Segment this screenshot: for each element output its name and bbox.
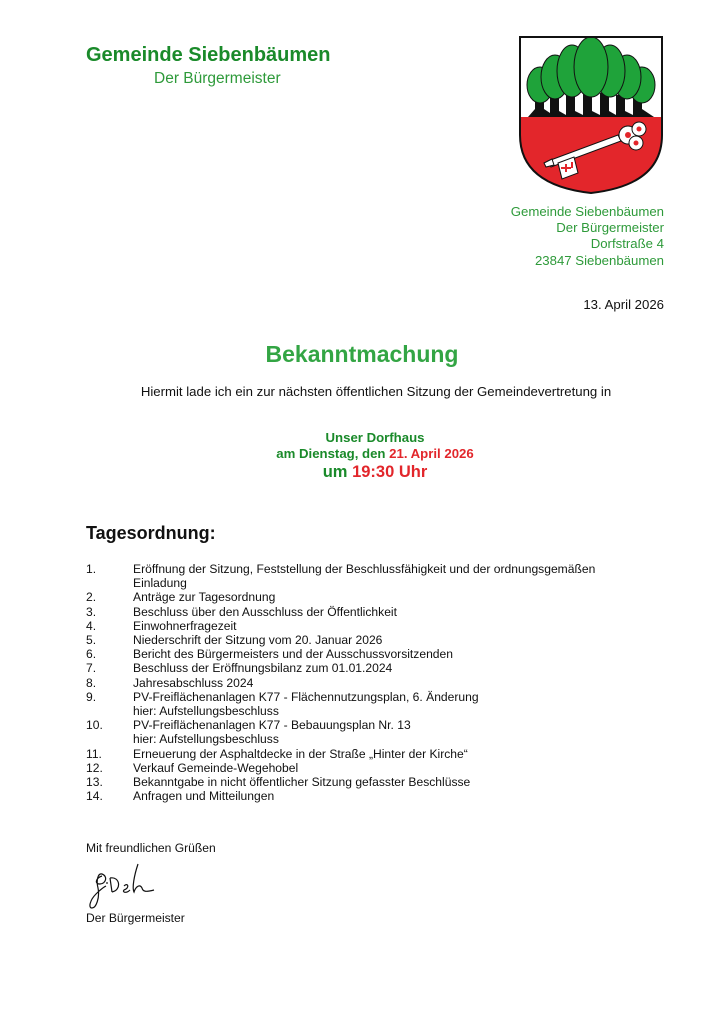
agenda-item-line: Bericht des Bürgermeisters und der Ausschussvorsitzenden xyxy=(133,647,453,662)
agenda-item-text xyxy=(133,690,646,718)
agenda-heading: Tagesordnung: xyxy=(86,523,216,543)
meeting-day-prefix: am Dienstag, den xyxy=(276,446,390,461)
agenda-item-line: Anträge zur Tagesordnung xyxy=(133,590,276,605)
agenda-item-number: 14. xyxy=(86,789,103,804)
agenda-item-text xyxy=(133,605,646,619)
document-title: Bekanntmachung xyxy=(265,341,459,367)
agenda-item-line: Anfragen und Mitteilungen xyxy=(133,789,275,804)
agenda-item-number: 2. xyxy=(86,590,97,605)
agenda-item xyxy=(86,747,646,761)
agenda-item-number: 6. xyxy=(86,647,97,662)
agenda-item-number: 4. xyxy=(86,618,97,633)
agenda-item xyxy=(86,761,646,775)
agenda-item-number: 5. xyxy=(86,633,97,648)
meeting-time-prefix: um xyxy=(322,463,353,481)
agenda-item-line: Bekanntgabe in nicht öffentlicher Sitzung gefasster Beschlüsse xyxy=(133,775,471,790)
agenda-item xyxy=(86,718,646,746)
agenda-item-number: 3. xyxy=(86,604,97,619)
agenda-item-text xyxy=(133,761,646,775)
agenda-item xyxy=(86,590,646,604)
closing-greeting: Mit freundlichen Grüßen xyxy=(86,841,216,855)
agenda-item-line: Einwohnerfragezeit xyxy=(133,618,237,633)
agenda-item-line: hier: Aufstellungsbeschluss xyxy=(133,732,279,747)
meeting-time-value: 19:30 Uhr xyxy=(352,463,428,481)
agenda-item-text xyxy=(133,718,646,746)
agenda-item-line: PV-Freiflächenanlagen K77 - Flächennutzungsplan, 6. Änderung xyxy=(133,689,479,704)
agenda-item xyxy=(86,633,646,647)
agenda-item-text xyxy=(133,789,646,803)
agenda-item-text xyxy=(133,775,646,789)
meeting-day xyxy=(0,446,724,462)
agenda-item-line: hier: Aufstellungsbeschluss xyxy=(133,704,279,719)
agenda-item-text xyxy=(133,747,646,761)
agenda-list xyxy=(86,562,646,803)
agenda-item xyxy=(86,690,646,718)
address-block xyxy=(511,204,664,269)
address-line: Der Bürgermeister xyxy=(556,220,664,236)
agenda-item-line: Verkauf Gemeinde-Wegehobel xyxy=(133,760,299,775)
address-line: 23847 Siebenbäumen xyxy=(534,252,664,268)
agenda-item-line: Einladung xyxy=(133,576,187,591)
letter-date: 13. April 2026 xyxy=(583,297,664,312)
agenda-item xyxy=(86,605,646,619)
org-name: Gemeinde Siebenbäumen xyxy=(86,44,331,66)
agenda-item-number: 11. xyxy=(86,746,102,761)
agenda-item-line: PV-Freiflächenanlagen K77 - Bebauungsplan Nr. 13 xyxy=(133,718,411,733)
agenda-item-number: 8. xyxy=(86,675,97,690)
agenda-item-text xyxy=(133,676,646,690)
coat-of-arms-icon xyxy=(518,35,664,195)
agenda-item-line: Niederschrift der Sitzung vom 20. Januar 2026 xyxy=(133,633,383,648)
agenda-item xyxy=(86,775,646,789)
agenda-item-number: 9. xyxy=(86,689,97,704)
agenda-item-text xyxy=(133,633,646,647)
agenda-item-text xyxy=(133,562,646,590)
agenda-item xyxy=(86,661,646,675)
agenda-item-text xyxy=(133,661,646,675)
agenda-item-text xyxy=(133,590,646,604)
agenda-item xyxy=(86,647,646,661)
intro-text: Hiermit lade ich ein zur nächsten öffentlichen Sitzung der Gemeindevertretung in xyxy=(140,384,612,399)
agenda-item-text xyxy=(133,647,646,661)
signer-title: Der Bürgermeister xyxy=(86,911,185,925)
agenda-item-number: 10. xyxy=(86,718,103,733)
agenda-item xyxy=(86,676,646,690)
agenda-item-number: 13. xyxy=(86,775,103,790)
agenda-item xyxy=(86,619,646,633)
agenda-item-line: Erneuerung der Asphaltdecke in der Straße „Hinter der Kirche“ xyxy=(133,746,468,761)
meeting-details xyxy=(0,430,724,482)
agenda-item-number: 12. xyxy=(86,760,103,775)
address-line: Gemeinde Siebenbäumen xyxy=(510,204,664,219)
meeting-time xyxy=(0,462,724,482)
agenda-item-text xyxy=(133,619,646,633)
meeting-date: 21. April 2026 xyxy=(389,446,474,461)
agenda-item xyxy=(86,562,646,590)
agenda-item-line: Beschluss über den Ausschluss der Öffentlichkeit xyxy=(133,604,397,619)
agenda-item-number: 1. xyxy=(86,562,97,576)
agenda-item-line: Jahresabschluss 2024 xyxy=(133,675,254,690)
meeting-location: Unser Dorfhaus xyxy=(325,430,425,445)
agenda-item-line: Eröffnung der Sitzung, Feststellung der Beschlussfähigkeit und der ordnungsgemäßen xyxy=(133,562,596,576)
org-subtitle: Der Bürgermeister xyxy=(154,70,281,87)
address-line: Dorfstraße 4 xyxy=(590,236,664,252)
signature-icon xyxy=(88,862,160,910)
agenda-item-number: 7. xyxy=(86,661,97,676)
agenda-item xyxy=(86,789,646,803)
agenda-item-line: Beschluss der Eröffnungsbilanz zum 01.01.2024 xyxy=(133,661,393,676)
